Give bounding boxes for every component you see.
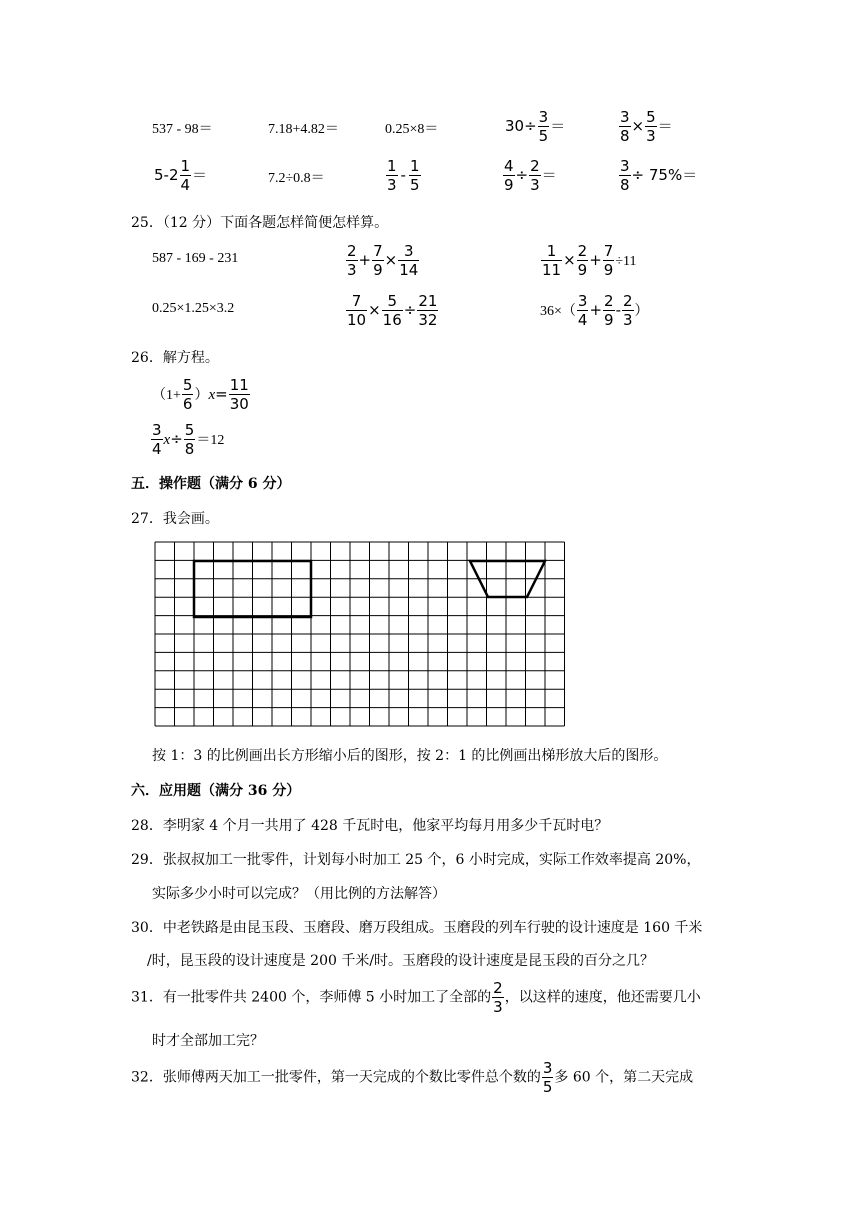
- q30-line-1: 30．中老铁路是由昆玉段、玉磨段、磨万段组成。玉磨段的列车行驶的设计速度是 160 千米: [131, 920, 703, 936]
- calc-fraction-div-percent: $\frac{3}{8}$ ÷ 75%＝: [620, 157, 698, 194]
- calc-7.2-div-0.8: 7.2÷0.8＝: [268, 171, 325, 186]
- q26-equation-1: （1+ $\frac{5}{6}$ ）x= $\frac{11}{30}$: [152, 376, 249, 413]
- calc-30-div-fraction: 30÷ $\frac{3}{5}$ ＝: [505, 108, 566, 145]
- calc-fraction-minus-fraction: $\frac{1}{3}$ - $\frac{1}{5}$: [387, 157, 420, 194]
- q25-expr-d: 0.25×1.25×3.2: [152, 301, 235, 316]
- calc-537-minus-98: 537 - 98＝: [152, 122, 213, 137]
- q25-expr-b: $\frac{2}{3}$ + $\frac{7}{9}$ × $\frac{3}{14}$: [347, 242, 419, 279]
- q28-text: 28．李明家 4 个月一共用了 428 千瓦时电，他家平均每月用多少千瓦时电？: [131, 818, 609, 834]
- q31-line-2: 时才全部加工完？: [152, 1033, 264, 1049]
- q26-equation-2: $\frac{3}{4}$ x÷ $\frac{5}{8}$ ＝12: [152, 421, 225, 458]
- q26-title: 26．解方程。: [131, 350, 219, 366]
- calc-fraction-div-fraction: $\frac{4}{9}$ ÷ $\frac{2}{3}$ ＝: [504, 157, 557, 194]
- q31-line-1: 31．有一批零件共 2400 个，李师傅 5 小时加工了全部的 $\frac{2}{3}$ ，以这样的速度，他还需要几小: [131, 979, 701, 1016]
- q25-expr-f: 36×（ $\frac{3}{4}$ + $\frac{2}{9}$ - $\frac{2}{3}$ ）: [540, 292, 649, 329]
- q25-expr-c: $\frac{1}{11}$ × $\frac{2}{9}$ + $\frac{7}{9}$ ÷11: [542, 242, 637, 279]
- q29-line-2: 实际多少小时可以完成？（用比例的方法解答）: [152, 886, 446, 902]
- section-6-heading: 六．应用题（满分 36 分）: [131, 783, 301, 799]
- section-5-heading: 五．操作题（满分 6 分）: [131, 476, 291, 492]
- q27-instruction: 按 1：3 的比例画出长方形缩小后的图形，按 2：1 的比例画出梯形放大后的图形。: [152, 748, 668, 764]
- q27-title: 27．我会画。: [131, 511, 219, 527]
- q30-line-2: /时，昆玉段的设计速度是 200 千米/时。玉磨段的设计速度是昆玉段的百分之几？: [147, 953, 655, 969]
- q25-expr-a: 587 - 169 - 231: [152, 251, 239, 266]
- q25-title: 25．（12 分）下面各题怎样简便怎样算。: [131, 215, 389, 231]
- calc-5-minus-mixed: 5-2 $\frac{1}{4}$ ＝: [154, 157, 208, 194]
- q29-line-1: 29．张叔叔加工一批零件，计划每小时加工 25 个，6 小时完成，实际工作效率提高 20%，: [131, 852, 701, 868]
- q32-line-1: 32．张师傅两天加工一批零件，第一天完成的个数比零件总个数的 $\frac{3}{5}$ 多 60 个，第二天完成: [131, 1059, 694, 1096]
- q25-expr-e: $\frac{7}{10}$ × $\frac{5}{16}$ ÷ $\frac{21}{32}$: [347, 292, 438, 329]
- calc-fraction-times-fraction: $\frac{3}{8}$ × $\frac{5}{3}$ ＝: [620, 108, 673, 145]
- calc-7.18-plus-4.82: 7.18+4.82＝: [268, 122, 339, 137]
- calc-0.25-times-8: 0.25×8＝: [385, 122, 439, 137]
